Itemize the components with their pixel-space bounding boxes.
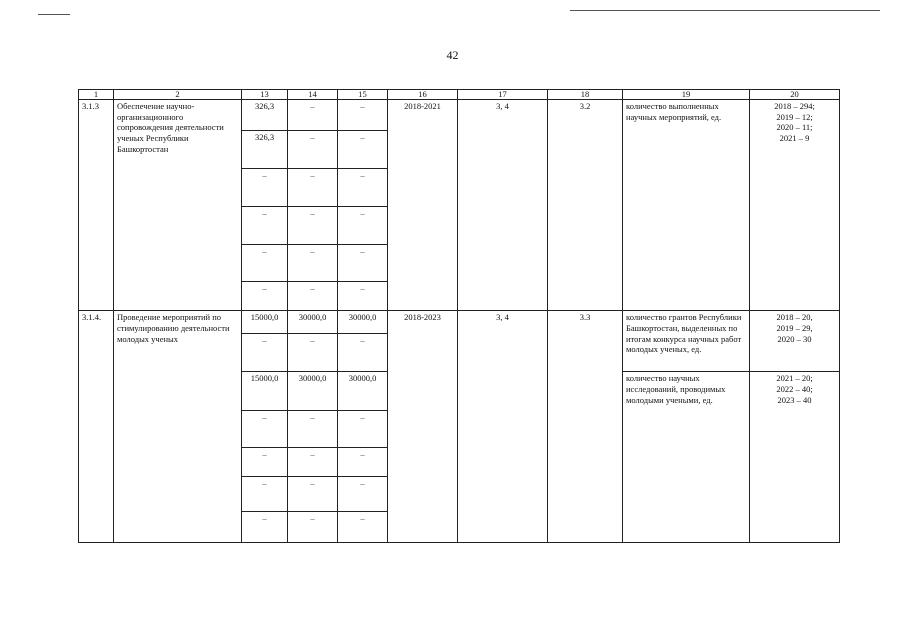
fin-cell: –	[288, 411, 338, 448]
table-row	[79, 100, 840, 131]
fin-cell: –	[288, 333, 338, 372]
page-number: 42	[446, 48, 459, 62]
targets-cell	[750, 372, 840, 543]
fin-cell: –	[288, 512, 338, 543]
fin-cell: –	[288, 244, 338, 281]
fin-cell: 30000,0	[288, 311, 338, 333]
targets-cell	[750, 100, 840, 311]
fin-cell: –	[338, 100, 388, 131]
fin-cell: –	[338, 169, 388, 207]
fin-cell: 15000,0	[242, 311, 288, 333]
target-line: 2019 – 29,	[776, 322, 813, 333]
task-cell: 3, 4	[458, 100, 548, 311]
fin-cell: –	[242, 512, 288, 543]
fin-cell: –	[338, 512, 388, 543]
fin-cell: –	[338, 411, 388, 448]
target-line: 2018 – 20,	[776, 312, 813, 323]
header-cell: 18	[548, 90, 623, 100]
table-row	[79, 311, 840, 333]
header-cell: 17	[458, 90, 548, 100]
measure-name: Обеспечение научно-организационного сопровождения деятельности ученых Республики Башкортостан	[114, 100, 242, 311]
scan-line-right	[570, 10, 880, 11]
fin-cell: 30000,0	[338, 372, 388, 411]
header-cell: 15	[338, 90, 388, 100]
scan-line-left	[38, 14, 70, 15]
fin-cell: –	[242, 169, 288, 207]
fin-cell: –	[242, 411, 288, 448]
header-cell: 14	[288, 90, 338, 100]
target-line: 2019 – 12;	[776, 111, 813, 122]
header-cell: 1	[79, 90, 114, 100]
measure-name: Проведение мероприятий по стимулированию деятельности молодых ученых	[114, 311, 242, 543]
row-number: 3.1.3	[79, 100, 114, 311]
fin-cell: 30000,0	[288, 372, 338, 411]
task-cell: 3, 4	[458, 311, 548, 543]
fin-cell: –	[288, 448, 338, 477]
indicator-ref-cell: 3.3	[548, 311, 623, 543]
target-line: 2021 – 20;	[776, 373, 813, 384]
fin-cell: –	[338, 281, 388, 311]
header-cell: 19	[623, 90, 750, 100]
fin-cell: –	[242, 281, 288, 311]
header-cell: 2	[114, 90, 242, 100]
fin-cell: 326,3	[242, 130, 288, 169]
target-line: 2018 – 294;	[774, 101, 815, 111]
indicator-cell: количество научных исследований, проводимых молодыми учеными, ед.	[623, 372, 750, 543]
fin-cell: –	[288, 207, 338, 245]
targets-cell	[750, 311, 840, 372]
fin-cell: –	[288, 130, 338, 169]
fin-cell: –	[242, 333, 288, 372]
fin-cell: –	[338, 333, 388, 372]
fin-cell: 326,3	[242, 100, 288, 131]
fin-cell: –	[338, 448, 388, 477]
fin-cell: –	[288, 281, 338, 311]
fin-cell: 30000,0	[338, 311, 388, 333]
indicator-cell: количество грантов Республики Башкортостан, выделенных по итогам конкурса научных работ молодых ученых, ед.	[623, 311, 750, 372]
fin-cell: –	[242, 244, 288, 281]
fin-cell: –	[338, 476, 388, 512]
fin-cell: –	[242, 448, 288, 477]
fin-cell: –	[242, 476, 288, 512]
fin-cell: –	[288, 100, 338, 131]
target-line: 2020 – 11;	[776, 122, 813, 133]
row-number: 3.1.4.	[79, 311, 114, 543]
fin-cell: –	[242, 207, 288, 245]
target-line: 2022 – 40;	[776, 384, 813, 395]
header-cell: 13	[242, 90, 288, 100]
header-row	[79, 90, 840, 100]
program-table	[78, 89, 840, 543]
fin-cell: 15000,0	[242, 372, 288, 411]
fin-cell: –	[338, 207, 388, 245]
indicator-cell: количество выполненных научных мероприятий, ед.	[623, 100, 750, 311]
period-cell: 2018-2023	[388, 311, 458, 543]
target-line: 2023 – 40	[777, 394, 812, 405]
indicator-ref-cell: 3.2	[548, 100, 623, 311]
target-line: 2021 – 9	[779, 132, 810, 143]
fin-cell: –	[338, 130, 388, 169]
fin-cell: –	[338, 244, 388, 281]
header-cell: 16	[388, 90, 458, 100]
header-cell: 20	[750, 90, 840, 100]
fin-cell: –	[288, 169, 338, 207]
target-line: 2020 – 30	[777, 333, 812, 344]
fin-cell: –	[288, 476, 338, 512]
period-cell: 2018-2021	[388, 100, 458, 311]
